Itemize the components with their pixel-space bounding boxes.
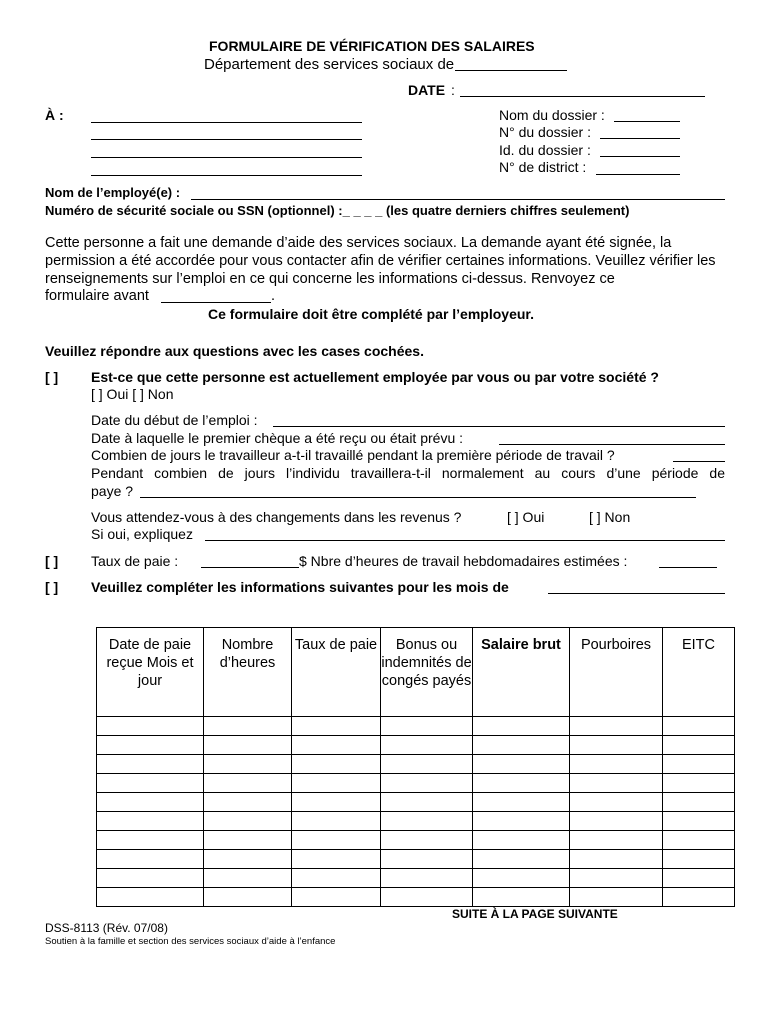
to-line-4[interactable] [91, 175, 362, 176]
header-bonus: Bonus ou indemnités de congés payés [381, 628, 473, 717]
q1-text: Est-ce que cette personne est actuellement employée par vous ou par votre société ? [91, 369, 659, 385]
table-cell[interactable] [292, 888, 381, 907]
table-cell[interactable] [292, 717, 381, 736]
table-cell[interactable] [381, 717, 473, 736]
return-date-field[interactable] [161, 302, 271, 303]
hours-label: $ Nbre d’heures de travail hebdomadaires estimées : [299, 553, 628, 569]
table-row [97, 869, 735, 888]
table-cell[interactable] [97, 736, 204, 755]
first-period-days-label: Combien de jours le travailleur a-t-il travaillé pendant la première période de travail ? [91, 447, 615, 463]
table-cell[interactable] [663, 755, 735, 774]
normal-days-field[interactable] [140, 497, 696, 498]
department-field[interactable] [455, 70, 567, 71]
continued-note: SUITE À LA PAGE SUIVANTE [452, 907, 618, 921]
changes-label: Vous attendez-vous à des changements dans les revenus ? [91, 509, 462, 525]
table-cell[interactable] [473, 850, 570, 869]
table-cell[interactable] [473, 755, 570, 774]
table-cell[interactable] [663, 869, 735, 888]
explain-label: Si oui, expliquez [91, 526, 193, 542]
header-eitc: EITC [663, 628, 735, 717]
return-before-label: formulaire avant [45, 288, 149, 304]
employee-name-field[interactable] [191, 199, 725, 200]
table-cell[interactable] [473, 774, 570, 793]
table-cell[interactable] [204, 812, 292, 831]
return-period: . [271, 288, 276, 304]
file-name-field[interactable] [614, 121, 680, 122]
department-label: Département des services sociaux de [204, 56, 455, 73]
to-line-3[interactable] [91, 157, 362, 158]
earnings-table [96, 627, 735, 907]
ssn-label: Numéro de sécurité sociale ou SSN (optionnel) :_ _ _ _ (les quatre derniers chiffres seulement) [45, 203, 630, 218]
table-cell[interactable] [204, 755, 292, 774]
file-no-label: N° du dossier : [499, 124, 591, 140]
intro-paragraph: Cette personne a fait une demande d’aide des services sociaux. La demande ayant été signée, la permission a été accordée pour vous contacter afin de vérifier certaines informations. Veuillez vérifier les renseignements sur l’emploi en ce qui concerne les informations ci-dessus. Renvoyez ce [45, 235, 716, 287]
table-cell[interactable] [570, 812, 663, 831]
table-row [97, 812, 735, 831]
months-label: Veuillez compléter les informations suivantes pour les mois de [91, 579, 509, 595]
normal-days-label: Pendant combien de jours l’individu travaillera-t-il normalement au cours d’une période de [91, 465, 725, 481]
table-cell[interactable] [663, 717, 735, 736]
table-cell[interactable] [204, 831, 292, 850]
table-row [97, 888, 735, 907]
table-row [97, 774, 735, 793]
table-row [97, 717, 735, 736]
header-pay-rate: Taux de paie [292, 628, 381, 717]
table-cell[interactable] [97, 793, 204, 812]
table-cell[interactable] [473, 812, 570, 831]
table-cell[interactable] [204, 793, 292, 812]
table-cell[interactable] [663, 774, 735, 793]
table-cell[interactable] [663, 736, 735, 755]
explain-field[interactable] [205, 540, 725, 541]
table-cell[interactable] [473, 717, 570, 736]
table-cell[interactable] [381, 736, 473, 755]
table-cell[interactable] [204, 774, 292, 793]
table-cell[interactable] [292, 812, 381, 831]
table-cell[interactable] [663, 812, 735, 831]
table-row [97, 831, 735, 850]
start-date-label: Date du début de l’emploi : [91, 412, 258, 428]
to-line-1[interactable] [91, 122, 362, 123]
table-cell[interactable] [473, 793, 570, 812]
table-row [97, 850, 735, 869]
table-cell[interactable] [570, 831, 663, 850]
table-cell[interactable] [570, 869, 663, 888]
table-cell[interactable] [663, 850, 735, 869]
section-text: Soutien à la famille et section des services sociaux d’aide à l’enfance [45, 936, 336, 947]
table-cell[interactable] [381, 774, 473, 793]
table-header-row [97, 628, 735, 717]
table-cell[interactable] [570, 736, 663, 755]
months-checkbox[interactable]: [ ] [45, 579, 59, 595]
id-file-field[interactable] [600, 156, 680, 157]
table-cell[interactable] [292, 774, 381, 793]
table-row [97, 793, 735, 812]
table-cell[interactable] [473, 888, 570, 907]
changes-yes-option[interactable]: [ ] Oui [507, 509, 545, 525]
table-cell[interactable] [97, 869, 204, 888]
table-cell[interactable] [97, 888, 204, 907]
table-cell[interactable] [381, 793, 473, 812]
table-cell[interactable] [97, 831, 204, 850]
to-line-2[interactable] [91, 139, 362, 140]
table-cell[interactable] [663, 793, 735, 812]
table-cell[interactable] [570, 755, 663, 774]
table-cell[interactable] [473, 736, 570, 755]
header-hours: Nombre d’heures [204, 628, 292, 717]
table-cell[interactable] [381, 888, 473, 907]
table-cell[interactable] [204, 888, 292, 907]
table-cell[interactable] [292, 850, 381, 869]
table-row [97, 755, 735, 774]
table-cell[interactable] [570, 850, 663, 869]
id-file-label: Id. du dossier : [499, 142, 591, 158]
date-colon: : [451, 82, 455, 98]
changes-no-option[interactable]: [ ] Non [589, 509, 631, 525]
table-cell[interactable] [204, 717, 292, 736]
months-field[interactable] [548, 593, 725, 594]
table-cell[interactable] [570, 793, 663, 812]
table-cell[interactable] [570, 888, 663, 907]
table-cell[interactable] [204, 869, 292, 888]
table-cell[interactable] [381, 812, 473, 831]
table-cell[interactable] [473, 831, 570, 850]
form-title: FORMULAIRE DE VÉRIFICATION DES SALAIRES [209, 38, 535, 54]
start-date-field[interactable] [273, 426, 725, 427]
q1-options[interactable]: [ ] Oui [ ] Non [91, 386, 174, 402]
first-period-days-field[interactable] [673, 461, 725, 462]
pay-rate-label: Taux de paie : [91, 553, 179, 569]
header-gross-salary: Salaire brut [473, 628, 570, 717]
table-cell[interactable] [473, 869, 570, 888]
header-tips: Pourboires [570, 628, 663, 717]
file-no-field[interactable] [600, 138, 680, 139]
table-cell[interactable] [292, 793, 381, 812]
table-cell[interactable] [570, 717, 663, 736]
table-cell[interactable] [292, 869, 381, 888]
table-cell[interactable] [663, 831, 735, 850]
pay-rate-checkbox[interactable]: [ ] [45, 553, 59, 569]
date-label: DATE [408, 82, 446, 98]
table-cell[interactable] [97, 755, 204, 774]
table-cell[interactable] [381, 831, 473, 850]
table-cell[interactable] [204, 850, 292, 869]
to-label: À : [45, 107, 64, 123]
table-cell[interactable] [97, 774, 204, 793]
table-cell[interactable] [381, 869, 473, 888]
date-field[interactable] [460, 96, 705, 97]
instruction-text: Veuillez répondre aux questions avec les cases cochées. [45, 343, 424, 359]
district-no-field[interactable] [596, 174, 680, 175]
table-cell[interactable] [663, 888, 735, 907]
table-cell[interactable] [381, 850, 473, 869]
pay-rate-field[interactable] [201, 567, 299, 568]
table-cell[interactable] [292, 736, 381, 755]
employee-name-label: Nom de l’employé(e) : [45, 185, 181, 200]
table-cell[interactable] [97, 812, 204, 831]
employer-note: Ce formulaire doit être complété par l’employeur. [208, 306, 534, 322]
hours-field[interactable] [659, 567, 717, 568]
q1-checkbox[interactable]: [ ] [45, 369, 59, 385]
table-cell[interactable] [381, 755, 473, 774]
normal-days-cont: paye ? [91, 483, 134, 499]
district-no-label: N° de district : [499, 159, 587, 175]
table-cell[interactable] [292, 831, 381, 850]
table-cell[interactable] [570, 774, 663, 793]
table-cell[interactable] [97, 850, 204, 869]
first-check-label: Date à laquelle le premier chèque a été reçu ou était prévu : [91, 430, 464, 446]
table-cell[interactable] [204, 736, 292, 755]
header-pay-date: Date de paie reçue Mois et jour [97, 628, 204, 717]
first-check-field[interactable] [499, 444, 725, 445]
table-row [97, 736, 735, 755]
table-cell[interactable] [97, 717, 204, 736]
table-cell[interactable] [292, 755, 381, 774]
file-name-label: Nom du dossier : [499, 107, 605, 123]
form-code: DSS-8113 (Rév. 07/08) [45, 921, 168, 935]
